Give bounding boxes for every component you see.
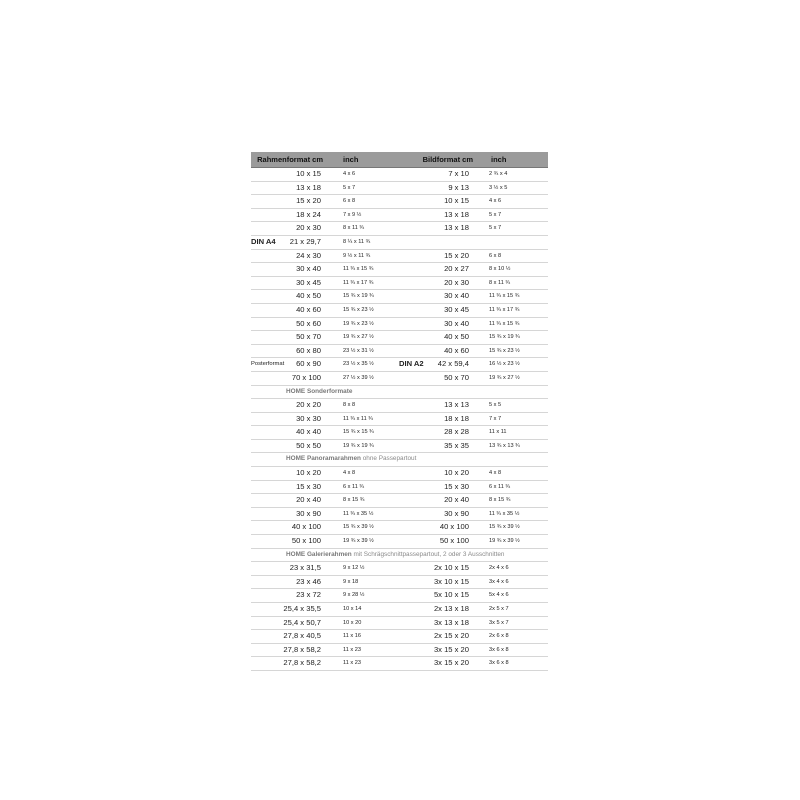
section-heading-row <box>251 453 548 467</box>
frame-inch-cell: 19 ¾ x 19 ¾ <box>329 439 399 453</box>
frame-cm-cell <box>251 235 329 249</box>
table-row <box>251 507 548 521</box>
image-cm-value: 9 x 13 <box>448 182 469 192</box>
image-cm-value: 20 x 30 <box>444 277 469 287</box>
frame-inch-cell: 11 x 16 <box>329 630 399 644</box>
image-inch-cell: 3x 6 x 8 <box>477 643 548 657</box>
table-header-row <box>251 152 548 168</box>
image-inch-cell: 11 ¾ x 15 ¾ <box>477 290 548 304</box>
frame-cm-cell <box>251 521 329 535</box>
image-inch-cell: 11 ¾ x 17 ¾ <box>477 303 548 317</box>
table-row <box>251 181 548 195</box>
image-inch-cell: 11 ¾ x 15 ¾ <box>477 317 548 331</box>
frame-cm-value: 27,8 x 58,2 <box>283 658 321 668</box>
frame-cm-cell <box>251 494 329 508</box>
table-row <box>251 263 548 277</box>
table-row <box>251 222 548 236</box>
table-row <box>251 168 548 182</box>
section-title: HOME Galerierahmen <box>286 550 352 558</box>
image-cm-value: 2x 10 x 15 <box>433 563 469 573</box>
frame-inch-cell: 5 x 7 <box>329 181 399 195</box>
image-cm-value: 50 x 70 <box>444 372 469 382</box>
image-cm-cell <box>399 303 477 317</box>
frame-cm-cell <box>251 168 329 182</box>
image-cm-cell <box>399 235 477 249</box>
image-inch-cell: 4 x 6 <box>477 195 548 209</box>
image-inch-cell: 15 ¾ x 23 ½ <box>477 344 548 358</box>
frame-cm-value: 23 x 46 <box>296 576 321 586</box>
frame-cm-value: 20 x 20 <box>296 400 321 410</box>
image-cm-cell <box>399 562 477 576</box>
section-heading <box>251 548 548 562</box>
header-frame-cm: Rahmenformat cm <box>251 152 329 168</box>
table-row <box>251 589 548 603</box>
frame-inch-cell: 9 x 18 <box>329 575 399 589</box>
frame-cm-cell <box>251 507 329 521</box>
header-image-inch: inch <box>477 152 548 168</box>
frame-inch-cell: 27 ½ x 39 ½ <box>329 371 399 385</box>
frame-inch-cell: 15 ¾ x 19 ¾ <box>329 290 399 304</box>
image-inch-cell: 5 x 7 <box>477 222 548 236</box>
frame-cm-cell <box>251 358 329 372</box>
image-inch-cell: 11 ¾ x 35 ½ <box>477 507 548 521</box>
image-cm-value: 3x 15 x 20 <box>433 644 469 654</box>
image-cm-value: 7 x 10 <box>448 169 469 178</box>
image-inch-cell: 5x 4 x 6 <box>477 589 548 603</box>
frame-inch-cell: 23 ½ x 31 ½ <box>329 344 399 358</box>
image-cm-cell <box>399 358 477 372</box>
image-inch-cell: 3x 5 x 7 <box>477 616 548 630</box>
frame-cm-value: 60 x 80 <box>296 345 321 355</box>
table-row <box>251 195 548 209</box>
frame-cm-value: 25,4 x 50,7 <box>283 617 321 627</box>
image-inch-cell: 15 ¾ x 19 ¾ <box>477 331 548 345</box>
image-cm-cell <box>399 208 477 222</box>
image-cm-value: 13 x 18 <box>444 223 469 233</box>
table-row <box>251 371 548 385</box>
frame-inch-cell: 4 x 8 <box>329 467 399 481</box>
frame-cm-value: 30 x 90 <box>296 508 321 518</box>
format-label: DIN A4 <box>251 236 276 246</box>
table-row <box>251 426 548 440</box>
image-cm-value: 42 x 59,4 <box>437 359 469 369</box>
image-cm-value: 40 x 100 <box>439 522 469 532</box>
image-cm-cell <box>399 276 477 290</box>
frame-cm-value: 30 x 30 <box>296 413 321 423</box>
image-cm-cell <box>399 535 477 549</box>
image-cm-value: 15 x 30 <box>444 481 469 491</box>
image-cm-cell <box>399 412 477 426</box>
image-inch-cell: 16 ½ x 23 ½ <box>477 358 548 372</box>
frame-cm-value: 27,8 x 40,5 <box>283 631 321 641</box>
image-cm-cell <box>399 589 477 603</box>
frame-cm-value: 13 x 18 <box>296 182 321 192</box>
image-cm-value: 40 x 50 <box>444 332 469 342</box>
frame-cm-value: 15 x 20 <box>296 196 321 206</box>
image-cm-cell <box>399 616 477 630</box>
frame-cm-cell <box>251 589 329 603</box>
image-inch-cell: 2x 6 x 8 <box>477 630 548 644</box>
table-row <box>251 480 548 494</box>
frame-cm-cell <box>251 371 329 385</box>
frame-cm-value: 20 x 30 <box>296 223 321 233</box>
table-row <box>251 467 548 481</box>
image-cm-cell <box>399 290 477 304</box>
table-row <box>251 412 548 426</box>
frame-inch-cell: 11 x 23 <box>329 657 399 671</box>
frame-cm-value: 27,8 x 58,2 <box>283 644 321 654</box>
section-subtitle: ohne Passepartout <box>360 455 417 463</box>
table-row <box>251 630 548 644</box>
frame-inch-cell: 9 ½ x 11 ¾ <box>329 249 399 263</box>
image-inch-cell: 8 x 10 ½ <box>477 263 548 277</box>
table-row <box>251 208 548 222</box>
frame-inch-cell: 6 x 11 ¾ <box>329 480 399 494</box>
image-inch-cell: 2x 4 x 6 <box>477 562 548 576</box>
frame-inch-cell: 19 ¾ x 27 ½ <box>329 331 399 345</box>
image-cm-value: 30 x 40 <box>444 318 469 328</box>
table-row <box>251 249 548 263</box>
table-row <box>251 657 548 671</box>
frame-cm-cell <box>251 657 329 671</box>
frame-cm-cell <box>251 643 329 657</box>
table-row <box>251 575 548 589</box>
image-cm-cell <box>399 480 477 494</box>
frame-inch-cell: 11 ¾ x 17 ¾ <box>329 276 399 290</box>
table-row <box>251 331 548 345</box>
image-cm-cell <box>399 195 477 209</box>
frame-inch-cell: 7 x 9 ½ <box>329 208 399 222</box>
frame-cm-value: 50 x 70 <box>296 332 321 342</box>
image-inch-cell: 5 x 7 <box>477 208 548 222</box>
image-inch-cell: 11 x 11 <box>477 426 548 440</box>
table-row <box>251 521 548 535</box>
frame-cm-value: 40 x 100 <box>291 522 321 532</box>
frame-cm-value: 30 x 40 <box>296 264 321 274</box>
image-cm-cell <box>399 249 477 263</box>
frame-cm-cell <box>251 276 329 290</box>
table-row <box>251 603 548 617</box>
section-title: HOME Sonderformate <box>286 387 353 395</box>
section-heading-row <box>251 385 548 399</box>
image-inch-cell: 3x 6 x 8 <box>477 657 548 671</box>
table-row <box>251 235 548 249</box>
frame-cm-value: 20 x 40 <box>296 495 321 505</box>
frame-cm-value: 10 x 15 <box>296 169 321 178</box>
image-cm-cell <box>399 507 477 521</box>
frame-cm-cell <box>251 575 329 589</box>
image-cm-cell <box>399 344 477 358</box>
table-row <box>251 535 548 549</box>
image-cm-value: 2x 13 x 18 <box>433 604 469 613</box>
frame-inch-cell: 19 ¾ x 23 ½ <box>329 317 399 331</box>
image-cm-cell <box>399 657 477 671</box>
frame-cm-cell <box>251 467 329 481</box>
image-cm-cell <box>399 521 477 535</box>
image-cm-value: 40 x 60 <box>444 345 469 355</box>
image-inch-cell: 19 ¾ x 27 ½ <box>477 371 548 385</box>
frame-cm-cell <box>251 263 329 277</box>
frame-cm-value: 10 x 20 <box>296 468 321 478</box>
frame-inch-cell: 11 ¾ x 35 ½ <box>329 507 399 521</box>
frame-inch-cell: 9 x 28 ½ <box>329 589 399 603</box>
table-row <box>251 358 548 372</box>
image-cm-value: 15 x 20 <box>444 250 469 260</box>
image-inch-cell: 19 ¾ x 39 ½ <box>477 535 548 549</box>
frame-cm-cell <box>251 439 329 453</box>
table-row <box>251 290 548 304</box>
image-cm-value: 18 x 18 <box>444 413 469 423</box>
image-cm-value: 13 x 18 <box>444 209 469 219</box>
size-table-sheet <box>251 152 548 671</box>
image-cm-value: 28 x 28 <box>444 427 469 437</box>
image-inch-cell: 7 x 7 <box>477 412 548 426</box>
table-body <box>251 168 548 671</box>
section-subtitle: mit Schrägschnittpassepartout, 2 oder 3 Ausschnitten <box>351 550 505 558</box>
frame-inch-cell: 6 x 8 <box>329 195 399 209</box>
table-row <box>251 439 548 453</box>
header-image-cm: Bildformat cm <box>399 152 477 168</box>
frame-cm-cell <box>251 195 329 209</box>
frame-inch-cell: 11 x 23 <box>329 643 399 657</box>
format-label: Posterformat <box>251 361 285 368</box>
image-cm-value: 20 x 27 <box>444 264 469 274</box>
frame-inch-cell: 11 ¾ x 15 ¾ <box>329 263 399 277</box>
frame-cm-cell <box>251 616 329 630</box>
image-inch-cell: 6 x 8 <box>477 249 548 263</box>
image-cm-cell <box>399 630 477 644</box>
table-row <box>251 399 548 413</box>
image-cm-cell <box>399 426 477 440</box>
frame-cm-value: 50 x 50 <box>296 440 321 450</box>
frame-cm-value: 50 x 100 <box>291 536 321 546</box>
frame-cm-value: 24 x 30 <box>296 250 321 260</box>
frame-cm-cell <box>251 331 329 345</box>
image-cm-value: 10 x 20 <box>444 468 469 478</box>
table-row <box>251 317 548 331</box>
frame-inch-cell: 10 x 14 <box>329 603 399 617</box>
frame-cm-value: 40 x 40 <box>296 427 321 437</box>
section-heading <box>251 453 548 467</box>
frame-inch-cell: 11 ¾ x 11 ¾ <box>329 412 399 426</box>
image-cm-cell <box>399 643 477 657</box>
image-cm-cell <box>399 371 477 385</box>
frame-cm-cell <box>251 412 329 426</box>
image-cm-value: 3x 10 x 15 <box>433 576 469 586</box>
frame-cm-value: 60 x 90 <box>296 359 321 369</box>
frame-cm-value: 70 x 100 <box>291 372 321 382</box>
image-cm-value: 30 x 45 <box>444 304 469 314</box>
frame-inch-cell: 10 x 20 <box>329 616 399 630</box>
section-title: HOME Panoramarahmen <box>286 455 361 463</box>
image-cm-value: 30 x 40 <box>444 291 469 301</box>
image-cm-cell <box>399 603 477 617</box>
image-cm-cell <box>399 168 477 182</box>
frame-cm-value: 40 x 60 <box>296 304 321 314</box>
frame-inch-cell: 23 ½ x 35 ½ <box>329 358 399 372</box>
frame-cm-value: 40 x 50 <box>296 291 321 301</box>
frame-cm-value: 50 x 60 <box>296 318 321 328</box>
table-row <box>251 616 548 630</box>
frame-inch-cell: 8 x 8 <box>329 399 399 413</box>
image-cm-cell <box>399 439 477 453</box>
table-row <box>251 276 548 290</box>
image-inch-cell: 5 x 5 <box>477 399 548 413</box>
format-label: DIN A2 <box>399 359 424 369</box>
table-row <box>251 643 548 657</box>
image-inch-cell: 3 ½ x 5 <box>477 181 548 195</box>
frame-cm-value: 21 x 29,7 <box>289 236 321 246</box>
image-cm-value: 13 x 13 <box>444 400 469 410</box>
frame-cm-value: 25,4 x 35,5 <box>283 604 321 613</box>
image-cm-cell <box>399 494 477 508</box>
image-inch-cell: 8 x 15 ¾ <box>477 494 548 508</box>
frame-inch-cell: 8 ¼ x 11 ¾ <box>329 235 399 249</box>
image-cm-value: 50 x 100 <box>439 536 469 546</box>
frame-cm-value: 18 x 24 <box>296 209 321 219</box>
image-inch-cell: 4 x 8 <box>477 467 548 481</box>
frame-inch-cell: 19 ¾ x 39 ½ <box>329 535 399 549</box>
frame-cm-cell <box>251 603 329 617</box>
table-row <box>251 344 548 358</box>
image-inch-cell <box>477 235 548 249</box>
frame-cm-cell <box>251 535 329 549</box>
frame-cm-cell <box>251 303 329 317</box>
frame-cm-cell <box>251 426 329 440</box>
image-cm-value: 3x 13 x 18 <box>433 617 469 627</box>
image-cm-cell <box>399 263 477 277</box>
frame-cm-value: 23 x 72 <box>296 590 321 600</box>
image-inch-cell: 2x 5 x 7 <box>477 603 548 617</box>
frame-cm-cell <box>251 290 329 304</box>
frame-cm-cell <box>251 399 329 413</box>
image-inch-cell: 2 ¾ x 4 <box>477 168 548 182</box>
section-heading <box>251 385 548 399</box>
frame-inch-cell: 15 ¾ x 39 ½ <box>329 521 399 535</box>
image-inch-cell: 13 ¾ x 13 ¾ <box>477 439 548 453</box>
frame-cm-value: 23 x 31,5 <box>289 563 321 573</box>
frame-inch-cell: 9 x 12 ½ <box>329 562 399 576</box>
frame-inch-cell: 8 x 15 ¾ <box>329 494 399 508</box>
frame-cm-cell <box>251 344 329 358</box>
frame-inch-cell: 15 ¾ x 15 ¾ <box>329 426 399 440</box>
image-cm-value: 2x 15 x 20 <box>433 631 469 641</box>
header-frame-inch: inch <box>329 152 399 168</box>
image-cm-value: 5x 10 x 15 <box>433 590 469 600</box>
image-cm-cell <box>399 222 477 236</box>
frame-cm-cell <box>251 181 329 195</box>
frame-cm-value: 30 x 45 <box>296 277 321 287</box>
image-inch-cell: 6 x 11 ¾ <box>477 480 548 494</box>
frame-cm-value: 15 x 30 <box>296 481 321 491</box>
frame-cm-cell <box>251 249 329 263</box>
image-cm-cell <box>399 317 477 331</box>
image-cm-cell <box>399 181 477 195</box>
image-cm-value: 20 x 40 <box>444 495 469 505</box>
frame-cm-cell <box>251 562 329 576</box>
image-cm-value: 10 x 15 <box>444 196 469 206</box>
table-row <box>251 562 548 576</box>
frame-inch-cell: 4 x 6 <box>329 168 399 182</box>
frame-size-table <box>251 152 548 671</box>
image-inch-cell: 3x 4 x 6 <box>477 575 548 589</box>
image-inch-cell: 15 ¾ x 39 ½ <box>477 521 548 535</box>
frame-inch-cell: 15 ¾ x 23 ½ <box>329 303 399 317</box>
frame-inch-cell: 8 x 11 ¾ <box>329 222 399 236</box>
image-cm-value: 35 x 35 <box>444 440 469 450</box>
image-cm-cell <box>399 399 477 413</box>
frame-cm-cell <box>251 317 329 331</box>
image-cm-cell <box>399 331 477 345</box>
table-row <box>251 303 548 317</box>
image-cm-value: 30 x 90 <box>444 508 469 518</box>
frame-cm-cell <box>251 480 329 494</box>
image-inch-cell: 8 x 11 ¾ <box>477 276 548 290</box>
table-row <box>251 494 548 508</box>
frame-cm-cell <box>251 222 329 236</box>
image-cm-cell <box>399 467 477 481</box>
frame-cm-cell <box>251 208 329 222</box>
frame-cm-cell <box>251 630 329 644</box>
image-cm-cell <box>399 575 477 589</box>
section-heading-row <box>251 548 548 562</box>
image-cm-value: 3x 15 x 20 <box>433 658 469 668</box>
